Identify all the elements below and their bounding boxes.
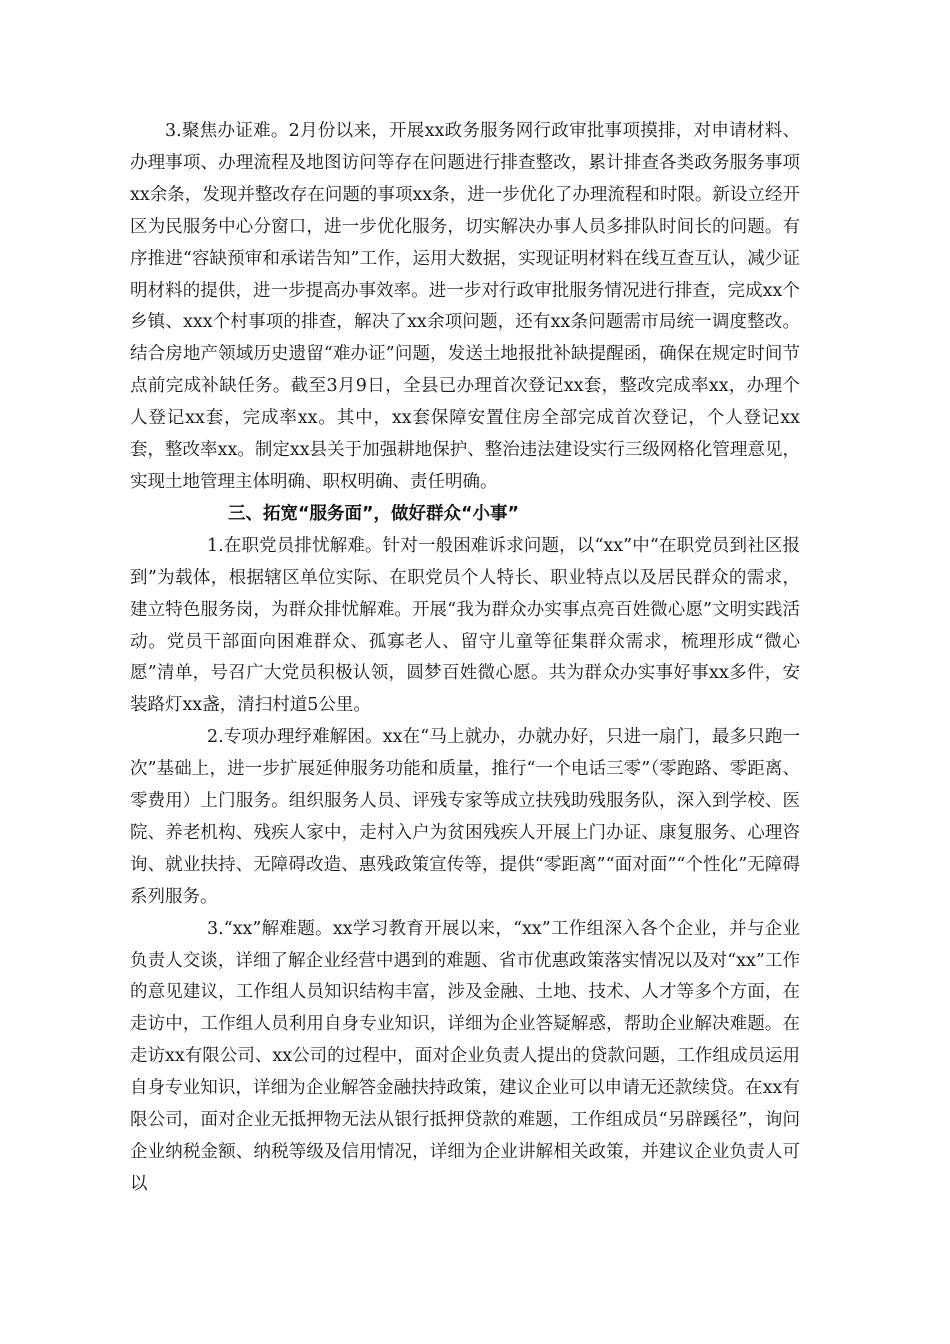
document-body bbox=[130, 116, 800, 1201]
paragraph-special-handling: 2.专项办理纾难解困。xx在“马上就办，办就办好，只进一扇门，最多只跑一次”基础上，进一步扩展延伸服务功能和质量，推行“一个电话三零”（零跑路、零距离、零费用）上门服务。组织服务人员、评残专家等成立扶残助残服务队，深入到学校、医院、养老机构、残疾人家中，走村入户为贫困残疾人开展上门办证、康复服务、心理咨询、就业扶持、无障碍改造、惠残政策宣传等，提供“零距离”“面对面”“个性化”无障碍系列服务。 bbox=[130, 727, 800, 907]
paragraph-solving-problems: 3.“xx”解难题。xx学习教育开展以来，“xx”工作组深入各个企业，并与企业负责人交谈，详细了解企业经营中遇到的难题、省市优惠政策落实情况以及对“xx”工作的意见建议，工作组人员知识结构丰富，涉及金融、土地、技术、人才等多个方面，在走访中，工作组人员利用自身专业知识，详细为企业答疑解惑，帮助企业解决难题。在走访xx有限公司、xx公司的过程中，面对企业负责人提出的贷款问题，工作组成员运用自身专业知识，详细为企业解答金融扶持政策，建议企业可以申请无还款续贷。在xx有限公司，面对企业无抵押物无法从银行抵押贷款的难题，工作组成员“另辟蹊径”，询问企业纳税金额、纳税等级及信用情况，详细为企业讲解相关政策，并建议企业负责人可以 bbox=[130, 918, 800, 1194]
section-heading: 三、拓宽“服务面”，做好群众“小事” bbox=[228, 503, 520, 524]
paragraph-party-members: 1.在职党员排忧解难。针对一般困难诉求问题，以“xx”中“在职党员到社区报到”为载体，根据辖区单位实际、在职党员个人特长、职业特点以及居民群众的需求，建立特色服务岗，为群众排忧解难。开展“我为群众办实事点亮百姓微心愿”文明实践活动。党员干部面向困难群众、孤寡老人、留守儿童等征集群众需求，梳理形成“微心愿”清单，号召广大党员积极认领，圆梦百姓微心愿。共为群众办实事好事xx多件，安装路灯xx盏，清扫村道5公里。 bbox=[130, 535, 800, 716]
paragraph-handling-certificates: 3.聚焦办证难。2月份以来，开展xx政务服务网行政审批事项摸排，对申请材料、办理事项、办理流程及地图访问等存在问题进行排查整改，累计排查各类政务服务事项xx余条，发现并整改存在问题的事项xx条，进一步优化了办理流程和时限。新设立经开区为民服务中心分窗口，进一步优化服务，切实解决办事人员多排队时间长的问题。有序推进“容缺预审和承诺告知”工作，运用大数据，实现证明材料在线互查互认，减少证明材料的提供，进一步提高办事效率。进一步对行政审批服务情况进行排查，完成xx个乡镇、xxx个村事项的排查，解决了xx余项问题，还有xx条问题需市局统一调度整改。结合房地产领域历史遗留“难办证”问题，发送土地报批补缺提醒函，确保在规定时间节点前完成补缺任务。截至3月9日，全县已办理首次登记xx套，整改完成率xx，办理个人登记xx套，完成率xx。其中，xx套保障安置住房全部完成首次登记，个人登记xx套，整改率xx。制定xx县关于加强耕地保护、整治违法建设实行三级网格化管理意见，实现土地管理主体明确、职权明确、责任明确。 bbox=[130, 121, 800, 492]
